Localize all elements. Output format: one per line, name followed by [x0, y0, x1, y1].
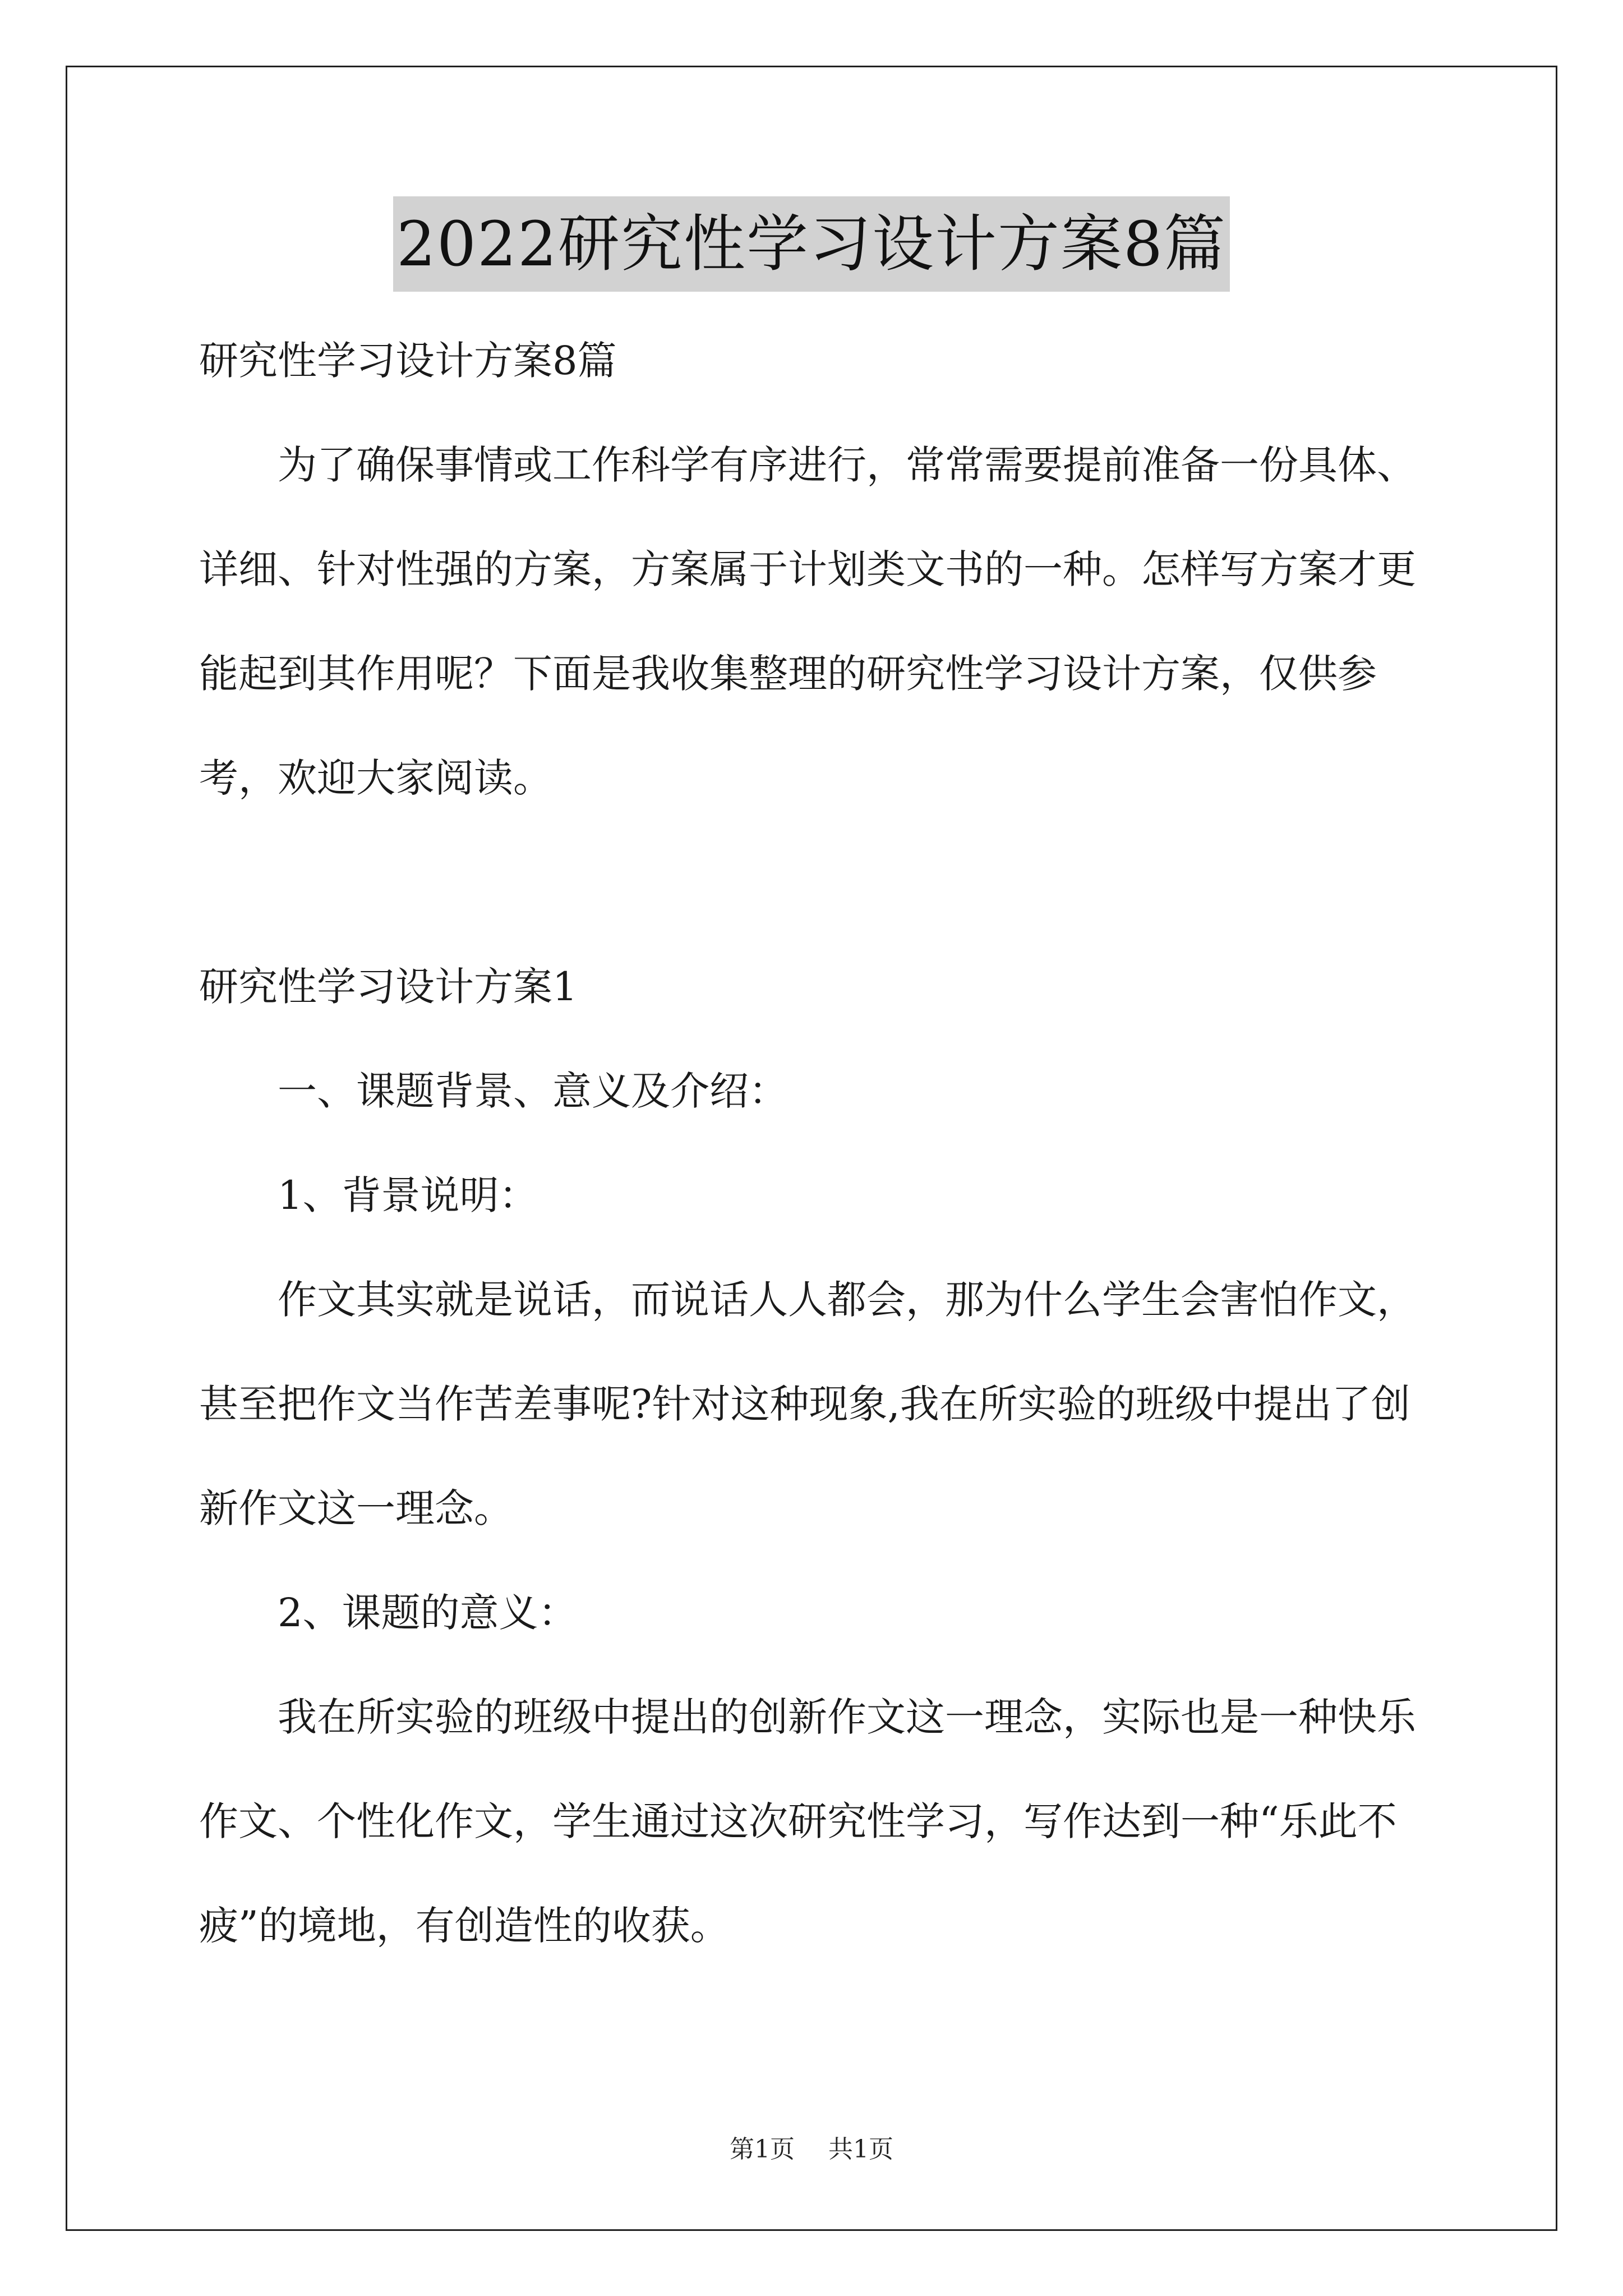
document-subtitle: 研究性学习设计方案8篇 [199, 338, 617, 384]
point1-paragraph: 作文其实就是说话，而说话人人都会，那为什么学生会害怕作文，甚至把作文当作苦差事呢?针对这种现象,我在所实验的班级中提出了创新作文这一理念。 [199, 1277, 1416, 1531]
page-number-total: 共1页 [828, 2135, 893, 2164]
point2-paragraph: 我在所实验的班级中提出的创新作文这一理念，实际也是一种快乐作文、个性化作文，学生通过这次研究性学习，写作达到一种“乐此不疲”的境地，有创造性的收获。 [199, 1694, 1416, 1949]
page-number-current: 第1页 [730, 2135, 795, 2164]
title-area [0, 196, 1623, 292]
paragraph-gap [199, 830, 1433, 935]
document-body [199, 309, 1433, 1978]
intro-paragraph: 为了确保事情或工作科学有序进行，常常需要提前准备一份具体、详细、针对性强的方案，方案属于计划类文书的一种。怎样写方案才更能起到其作用呢？下面是我收集整理的研究性学习设计方案，仅供参考，欢迎大家阅读。 [199, 442, 1416, 801]
point2-heading: 2、课题的意义： [278, 1590, 578, 1636]
part1-heading: 一、课题背景、意义及介绍： [278, 1068, 788, 1114]
page-footer [0, 2129, 1623, 2165]
section-heading: 研究性学习设计方案1 [199, 964, 578, 1010]
point1-heading: 1、背景说明： [278, 1172, 538, 1218]
document-title: 2022研究性学习设计方案8篇 [393, 196, 1230, 292]
